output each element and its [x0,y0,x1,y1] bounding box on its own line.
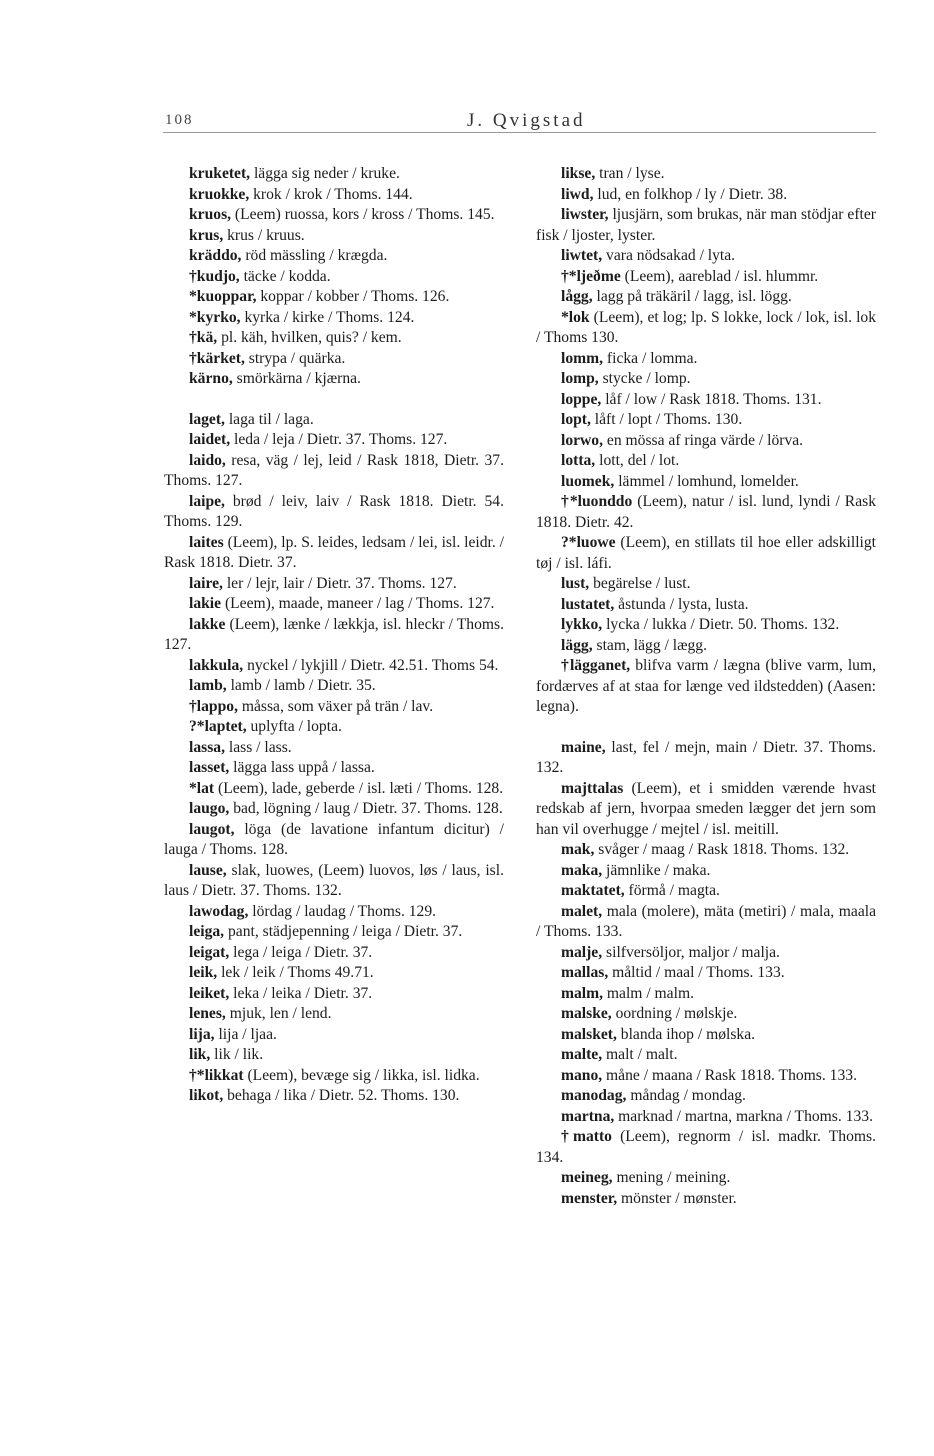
header-rule [163,132,876,133]
dictionary-entry [536,451,876,472]
entry-headword: menster, [561,1189,618,1207]
entry-definition: förmå / magta. [624,882,720,899]
entry-definition: nyckel / lykjill / Dietr. 42.51. Thoms 54. [243,656,499,674]
entry-definition: (Leem), maade, maneer / lag / Thoms. 127. [221,595,495,612]
dictionary-entry [164,430,504,451]
entry-definition: ljusjärn, som brukas, när man stödjar efter fisk / ljoster, lyster. [536,206,876,244]
dictionary-entry [164,902,504,923]
dictionary-entry [164,287,504,308]
dictionary-entry [536,1086,876,1107]
entry-definition: oordning / mølskje. [611,1005,738,1022]
entry-definition: (Leem), et i smidden værende hvast redskab af jern, hvorpaa smeden lægger det jern som han vil overhugge / mejtel / isl. meitill. [536,779,876,838]
dictionary-entry [536,205,876,246]
entry-headword: lågg, [561,288,593,305]
entry-definition: måndag / mondag. [626,1087,746,1104]
entry-definition: röd mässling / krægda. [241,247,388,264]
entry-definition: lud, en folkhop / ly / Dietr. 38. [593,185,788,203]
entry-headword: kruos, [189,206,232,223]
dictionary-entry [164,1045,504,1066]
dictionary-entry [164,697,504,718]
entry-definition: lagg på träkäril / lagg, isl. lögg. [592,288,792,305]
entry-definition: ficka / lomma. [603,349,698,367]
entry-definition: (Leem), lænke / lækkja, isl. hleckr / Thoms. 127. [164,615,504,653]
dictionary-entry [536,1127,876,1168]
entry-definition: behaga / lika / Dietr. 52. Thoms. 130. [223,1087,460,1104]
entry-headword: laire, [189,574,223,592]
entry-headword: leiket, [189,984,230,1002]
entry-definition: (Leem), natur / isl. lund, lyndi / Rask 1818. Dietr. 42. [536,493,876,531]
entry-definition: last, fel / mejn, main / Dietr. 37. Thoms. 132. [536,738,876,776]
entry-headword: malske, [561,1005,612,1022]
entry-definition: måne / maana / Rask 1818. Thoms. 133. [602,1066,857,1084]
entry-headword: luomek, [561,472,615,490]
entry-definition: (Leem), lade, geberde / isl. læti / Thoms. 128. [214,779,504,797]
dictionary-entry [536,308,876,349]
dictionary-entry [164,758,504,779]
entry-definition: stycke / lomp. [598,370,691,387]
entry-headword: leigat, [189,943,230,961]
right-column [536,164,876,1209]
entry-headword: maka, [561,861,603,879]
dictionary-entry [536,267,876,288]
entry-headword: ?*laptet, [189,718,247,735]
entry-definition: tran / lyse. [595,165,665,182]
entry-headword: †*luonddo [561,493,633,510]
entry-definition: mala (molere), mäta (metiri) / mala, maala / Thoms. 133. [536,902,876,940]
dictionary-entry [536,533,876,574]
dictionary-entry [536,390,876,411]
entry-headword: lija, [189,1025,215,1043]
entry-definition: uplyfta / lopta. [246,718,342,735]
entry-headword: loppe, [561,390,602,408]
entry-headword: †kä, [189,329,218,346]
dictionary-entry [536,185,876,206]
entry-headword: lopt, [561,411,591,428]
entry-headword: kräddo, [189,247,242,264]
entry-headword: lamb, [189,677,227,694]
entry-definition: blifva varm / lægna (blive varm, lum, fordærves af at staa for længe ved ildstedden) (Aasen: legna). [536,657,876,715]
entry-headword: †kudjo, [189,267,240,285]
entry-headword: lomm, [561,349,604,367]
dictionary-entry [536,902,876,943]
dictionary-entry [536,840,876,861]
dictionary-entry [164,1025,504,1046]
dictionary-entry [164,717,504,738]
entry-headword: †*likkat [189,1066,244,1084]
dictionary-entry [536,963,876,984]
dictionary-entry [536,881,876,902]
dictionary-entry [164,656,504,677]
dictionary-entry [536,1168,876,1189]
entry-headword: laipe, [189,492,225,510]
dictionary-entry [164,738,504,759]
entry-headword: lause, [189,861,227,879]
dictionary-entry [536,472,876,493]
entry-headword: krus, [189,226,224,244]
entry-definition: begärelse / lust. [589,575,691,592]
entry-definition: lämmel / lomhund, lomelder. [614,472,799,490]
entry-headword: laugot, [189,820,235,838]
entry-definition: lördag / laudag / Thoms. 129. [248,902,437,920]
entry-definition: lija / ljaa. [214,1025,277,1043]
entry-headword: *kuoppar, [189,288,257,305]
dictionary-entry [536,984,876,1005]
entry-definition: måssa, som växer på trän / lav. [237,697,434,715]
section-gap [536,718,876,738]
entry-definition: (Leem), en stillats til hoe eller adskilligt tøj / isl. láfi. [536,534,876,572]
entry-headword: majttalas [561,779,624,797]
dictionary-entry [536,287,876,308]
entry-definition: lik / lik. [210,1046,264,1063]
entry-headword: leik, [189,964,218,981]
entry-definition: låft / lopt / Thoms. 130. [590,411,743,428]
entry-headword: †kärket, [189,349,245,367]
entry-definition: pant, städjepenning / leiga / Dietr. 37. [224,923,463,940]
dictionary-entry [536,738,876,779]
dictionary-entry [536,1107,876,1128]
entry-headword: laget, [189,410,225,428]
entry-headword: lykko, [561,616,603,633]
entry-definition: koppar / kobber / Thoms. 126. [256,288,450,305]
entry-headword: malm, [561,984,604,1002]
entry-headword: *lat [189,779,215,797]
dictionary-entry [536,1004,876,1025]
running-head [0,104,934,134]
entry-definition: strypa / quärka. [244,349,346,367]
entry-headword: lägg, [561,636,593,654]
dictionary-entry [536,615,876,636]
dictionary-entry [164,820,504,861]
entry-definition: täcke / kodda. [239,267,331,285]
entry-definition: vara nödsakad / lyta. [602,247,736,264]
entry-headword: meineg, [561,1169,613,1186]
entry-definition: (Leem), bevæge sig / likka, isl. lidka. [243,1066,480,1084]
dictionary-entry [164,594,504,615]
entry-definition: malt / malt. [602,1046,678,1063]
entry-definition: (Leem), regnorm / isl. madkr. Thoms. 134. [536,1128,876,1166]
dictionary-entry [164,349,504,370]
dictionary-entry [536,1189,876,1210]
entry-headword: mallas, [561,964,609,981]
dictionary-entry [536,779,876,841]
entry-definition: lott, del / lot. [595,452,680,469]
dictionary-entry [164,676,504,697]
entry-definition: kyrka / kirke / Thoms. 124. [240,308,415,326]
entry-definition: svåger / maag / Rask 1818. Thoms. 132. [594,841,850,858]
entry-definition: lägga lass uppå / lassa. [229,759,375,776]
entry-headword: †lägganet, [561,657,631,674]
entry-headword: lust, [561,575,590,592]
dictionary-entry [164,779,504,800]
entry-headword: kärno, [189,370,233,387]
dictionary-entry [536,246,876,267]
entry-headword: mano, [561,1066,603,1084]
entry-definition: pl. käh, hvilken, quis? / kem. [217,329,402,346]
entry-headword: martna, [561,1107,615,1125]
entry-headword: malte, [561,1046,603,1063]
entry-definition: lägga sig neder / kruke. [250,165,400,182]
dictionary-entry [164,984,504,1005]
dictionary-entry [164,1086,504,1107]
dictionary-entry [164,1004,504,1025]
dictionary-entry [536,369,876,390]
entry-definition: måltid / maal / Thoms. 133. [608,964,785,981]
dictionary-entry [536,574,876,595]
entry-headword: †lappo, [189,697,238,715]
dictionary-entry [164,943,504,964]
entry-headword: lakkula, [189,656,244,674]
entry-definition: krok / krok / Thoms. 144. [249,185,413,203]
dictionary-entry [164,615,504,656]
entry-definition: silfversöljor, maljor / malja. [602,943,780,961]
entry-definition: resa, väg / lej, leid / Rask 1818, Dietr. 37. Thoms. 127. [164,451,504,489]
entry-headword: malet, [561,902,603,920]
dictionary-entry [536,492,876,533]
entry-definition: brød / leiv, laiv / Rask 1818. Dietr. 54. Thoms. 129. [164,492,504,530]
entry-headword: kruketet, [189,165,251,182]
entry-headword: liwd, [561,185,594,203]
dictionary-entry [164,246,504,267]
entry-headword: liwster, [561,206,609,223]
entry-definition: (Leem), et log; lp. S lokke, lock / lok, isl. lok / Thoms 130. [536,308,876,346]
entry-definition: en mössa af ringa värde / lörva. [603,431,804,449]
entry-headword: laido, [189,451,226,469]
dictionary-entry [164,1066,504,1087]
dictionary-entry [536,349,876,370]
dictionary-entry [164,963,504,984]
entry-headword: mak, [561,841,595,858]
dictionary-entry [164,799,504,820]
dictionary-entry [164,226,504,247]
dictionary-entry [164,492,504,533]
entry-definition: smörkärna / kjærna. [232,370,361,387]
entry-headword: *lok [561,308,590,326]
dictionary-entry [164,308,504,329]
entry-definition: åstunda / lysta, lusta. [614,595,749,613]
dictionary-entry [164,164,504,185]
dictionary-entry [536,656,876,718]
entry-definition: lamb / lamb / Dietr. 35. [226,677,376,694]
entry-definition: leka / leika / Dietr. 37. [229,984,373,1002]
entry-headword: laites [189,533,224,551]
entry-headword: lomp, [561,370,599,387]
entry-definition: lek / leik / Thoms 49.71. [217,964,374,981]
entry-definition: lega / leiga / Dietr. 37. [229,943,373,961]
dictionary-entry [164,922,504,943]
entry-headword: laidet, [189,431,231,448]
dictionary-entry [164,574,504,595]
entry-headword: maine, [561,738,606,756]
entry-definition: stam, lägg / lægg. [592,636,707,654]
dictionary-entry [164,861,504,902]
entry-headword: liwtet, [561,247,603,264]
dictionary-entry [164,328,504,349]
dictionary-entry [536,636,876,657]
entry-definition: (Leem) ruossa, kors / kross / Thoms. 145. [231,206,495,223]
dictionary-entry [164,410,504,431]
dictionary-entry [536,1025,876,1046]
dictionary-entry [536,861,876,882]
dictionary-entry [536,943,876,964]
dictionary-entry [536,410,876,431]
entry-definition: leda / leja / Dietr. 37. Thoms. 127. [230,431,448,448]
entry-definition: malm / malm. [603,984,694,1002]
running-title: J. Qvigstad [467,110,586,131]
entry-headword: likse, [561,165,596,182]
entry-headword: kruokke, [189,185,250,203]
entry-headword: laugo, [189,800,230,817]
entry-definition: laga til / laga. [224,410,314,428]
entry-headword: malje, [561,943,603,961]
entry-definition: låf / low / Rask 1818. Thoms. 131. [601,390,822,408]
dictionary-entry [164,267,504,288]
page-number: 108 [165,112,194,128]
entry-definition: krus / kruus. [223,226,305,244]
entry-definition: mjuk, len / lend. [225,1005,332,1022]
entry-definition: jämnlike / maka. [602,861,711,879]
entry-definition: mening / meining. [612,1169,731,1186]
entry-headword: lassa, [189,738,225,756]
entry-definition: löga (de lavatione infantum dicitur) / lauga / Thoms. 128. [164,820,504,858]
entry-definition: bad, lögning / laug / Dietr. 37. Thoms. 128. [229,800,503,817]
entry-headword: *kyrko, [189,308,241,326]
entry-definition: lycka / lukka / Dietr. 50. Thoms. 132. [602,616,840,633]
dictionary-entry [536,1045,876,1066]
left-column [164,164,504,1107]
dictionary-entry [536,431,876,452]
entry-headword: malsket, [561,1025,617,1043]
entry-definition: (Leem), aareblad / isl. hlummr. [620,267,819,285]
entry-headword: lenes, [189,1005,226,1022]
entry-definition: lass / lass. [224,738,292,756]
entry-headword: lorwo, [561,431,604,449]
entry-headword: †matto [561,1128,612,1145]
dictionary-entry [164,369,504,390]
entry-headword: likot, [189,1087,224,1104]
entry-headword: maktatet, [561,882,625,899]
entry-definition: mönster / mønster. [617,1189,737,1207]
dictionary-entry [536,164,876,185]
entry-headword: leiga, [189,923,225,940]
entry-definition: blanda ihop / mølska. [616,1025,756,1043]
entry-headword: lakke [189,615,226,633]
entry-headword: ?*luowe [561,534,616,551]
entry-headword: lawodag, [189,902,249,920]
entry-headword: lustatet, [561,595,615,613]
entry-definition: slak, luowes, (Leem) luovos, løs / laus, isl. laus / Dietr. 37. Thoms. 132. [164,861,504,899]
entry-definition: ler / lejr, lair / Dietr. 37. Thoms. 127. [222,574,457,592]
entry-headword: †*ljeðme [561,267,621,285]
entry-definition: marknad / martna, markna / Thoms. 133. [614,1107,873,1125]
dictionary-entry [164,185,504,206]
entry-headword: lakie [189,595,222,612]
entry-headword: manodag, [561,1087,627,1104]
entry-headword: lotta, [561,452,596,469]
entry-headword: lasset, [189,759,230,776]
dictionary-entry [164,205,504,226]
dictionary-entry [164,533,504,574]
entry-definition: (Leem), lp. S. leides, ledsam / lei, isl. leidr. / Rask 1818. Dietr. 37. [164,533,504,571]
dictionary-entry [164,451,504,492]
dictionary-entry [536,1066,876,1087]
dictionary-entry [536,595,876,616]
section-gap [164,390,504,410]
entry-headword: lik, [189,1046,211,1063]
